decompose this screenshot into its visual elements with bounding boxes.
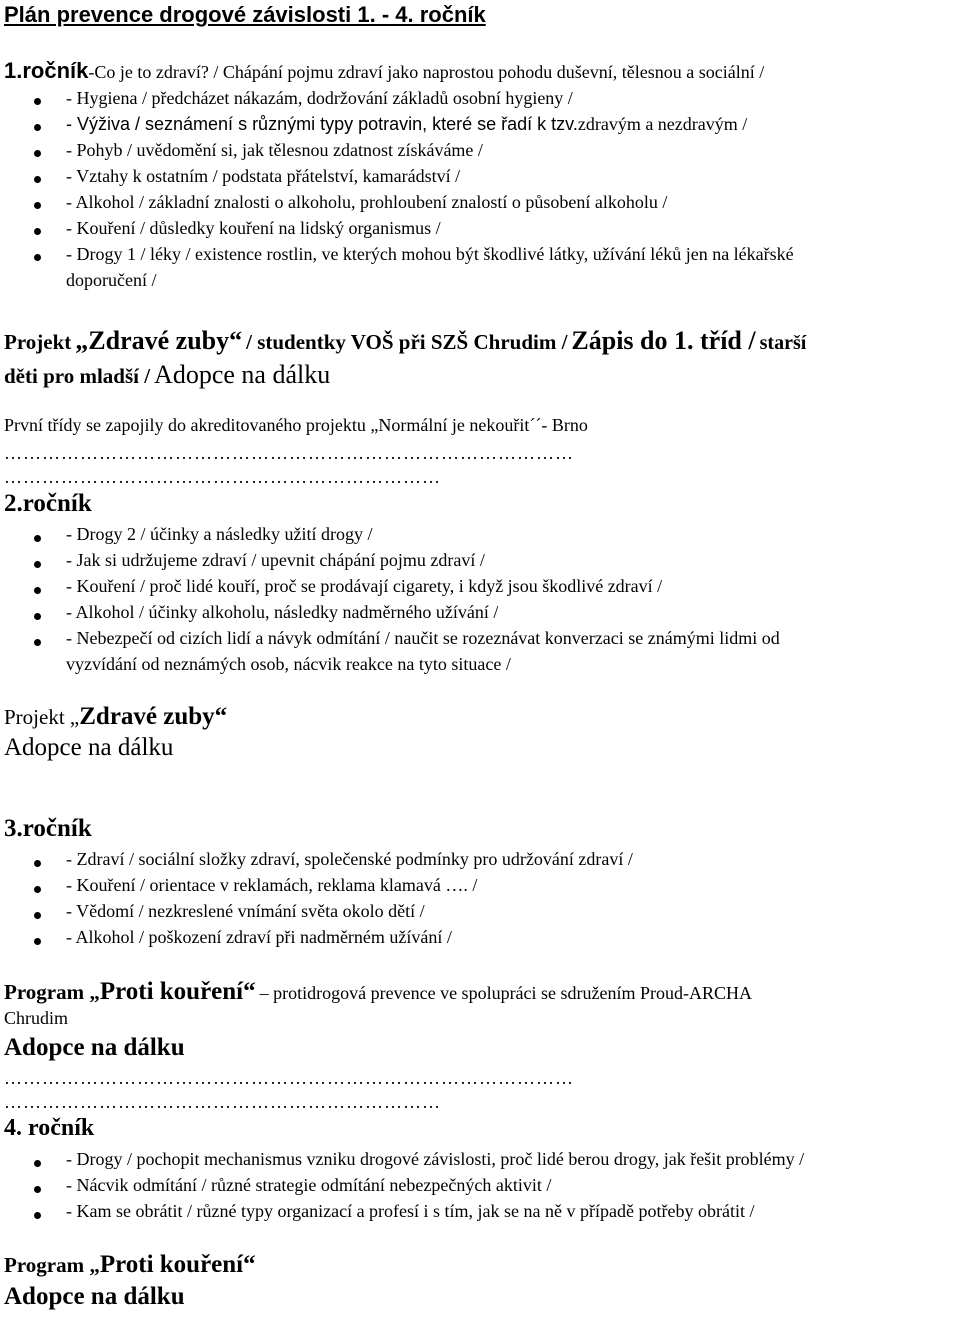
grade4-heading: 4. ročník bbox=[4, 1115, 95, 1141]
dotted-line: ……………………………………………………………………………… bbox=[4, 1068, 574, 1088]
list-item: - Drogy 2 / účinky a následky užití drogy / bbox=[66, 524, 373, 544]
list-item: - Alkohol / poškození zdraví při nadměrném užívání / bbox=[66, 927, 452, 947]
list-item: - Kouření / orientace v reklamách, reklama klamavá …. / bbox=[66, 875, 478, 895]
dotted-line: …………………………………………………………… bbox=[4, 467, 441, 487]
adoption-label: Adopce na dálku bbox=[154, 360, 331, 389]
project-text: děti pro mladší / bbox=[4, 364, 151, 388]
grade1-project-line1 bbox=[4, 326, 806, 356]
bullet bbox=[34, 228, 41, 235]
bullet bbox=[34, 150, 41, 157]
dotted-line: …………………………………………………………… bbox=[4, 1092, 441, 1112]
grade1-heading: 1.ročník bbox=[4, 58, 89, 83]
list-item-continuation: vyzvídání od neznámých osob, nácvik reakce na tyto situace / bbox=[66, 654, 511, 674]
project-name: „Zdravé zuby“ bbox=[75, 326, 243, 355]
project-partner: / studentky VOŠ při SZŠ Chrudim / bbox=[246, 330, 568, 354]
grade1-note: První třídy se zapojily do akreditovaného projektu „Normální je nekouřit´´- Brno bbox=[4, 415, 588, 435]
list-item: - Alkohol / účinky alkoholu, následky nadměrného užívání / bbox=[66, 602, 499, 622]
bullet bbox=[34, 886, 41, 893]
page-title: Plán prevence drogové závislosti 1. - 4. ročník bbox=[4, 2, 486, 27]
bullet bbox=[34, 561, 41, 568]
program-name: Proti kouření“ bbox=[99, 978, 256, 1005]
bullet bbox=[34, 176, 41, 183]
project-text: starší bbox=[759, 332, 807, 354]
grade2-project bbox=[4, 703, 227, 731]
list-item-continuation: doporučení / bbox=[66, 270, 157, 290]
grade1-intro: -Co je to zdraví? / Chápání pojmu zdraví jako naprostou pohodu duševní, tělesnou a sociální / bbox=[88, 62, 765, 82]
adoption-label: Adopce na dálku bbox=[4, 1283, 185, 1310]
bullet bbox=[34, 587, 41, 594]
adoption-label: Adopce na dálku bbox=[4, 734, 174, 761]
bullet bbox=[34, 124, 41, 131]
list-item: - Nácvik odmítání / různé strategie odmítání nebezpečných aktivit / bbox=[66, 1175, 552, 1195]
bullet bbox=[34, 1186, 41, 1193]
bullet bbox=[34, 938, 41, 945]
bullet bbox=[34, 98, 41, 105]
bullet bbox=[34, 912, 41, 919]
list-item: - Alkohol / základní znalosti o alkoholu, prohloubení znalostí o působení alkoholu / bbox=[66, 192, 668, 212]
program-description-continuation: Chrudim bbox=[4, 1008, 69, 1028]
grade2-heading: 2.ročník bbox=[4, 490, 92, 517]
grade1-section bbox=[4, 58, 764, 84]
list-item: - Nebezpečí od cizích lidí a návyk odmítání / naučit se rozeznávat konverzaci se známými lidmi od bbox=[66, 628, 780, 648]
list-item: - Kouření / důsledky kouření na lidský organismus / bbox=[66, 218, 441, 238]
bullet bbox=[34, 254, 41, 261]
program-label: Program „ bbox=[4, 1253, 100, 1277]
list-item-part: - Výživa / seznámení s různými typy potravin, které se řadí k tzv. bbox=[66, 114, 578, 134]
list-item: - Vědomí / nezkreslené vnímání světa okolo dětí / bbox=[66, 901, 425, 921]
program-description: – protidrogová prevence ve spolupráci se sdružením Proud-ARCHA bbox=[259, 983, 753, 1003]
project-label: Projekt bbox=[4, 330, 72, 354]
dotted-line: ……………………………………………………………………………… bbox=[4, 443, 574, 463]
list-item: - Jak si udržujeme zdraví / upevnit chápání pojmu zdraví / bbox=[66, 550, 485, 570]
list-item: - Kouření / proč lidé kouří, proč se prodávají cigarety, i když jsou škodlivé zdraví / bbox=[66, 576, 663, 596]
list-item-part: zdravým a nezdravým / bbox=[577, 114, 748, 134]
list-item: - Kam se obrátit / různé typy organizací a profesí i s tím, jak se na ně v případě potřeby obrátit / bbox=[66, 1201, 755, 1221]
program-name: Proti kouření“ bbox=[99, 1251, 256, 1278]
program-label: Program „ bbox=[4, 980, 100, 1004]
bullet bbox=[34, 613, 41, 620]
list-item: - Hygiena / předcházet nákazám, dodržování základů osobní hygieny / bbox=[66, 88, 573, 108]
enrollment-label: Zápis do 1. tříd / bbox=[571, 326, 756, 355]
list-item: - Vztahy k ostatním / podstata přátelství, kamarádství / bbox=[66, 166, 461, 186]
list-item: - Pohyb / uvědomění si, jak tělesnou zdatnost získáváme / bbox=[66, 140, 483, 160]
project-name: Zdravé zuby“ bbox=[79, 703, 228, 730]
list-item: - Zdraví / sociální složky zdraví, společenské podmínky pro udržování zdraví / bbox=[66, 849, 633, 869]
list-item bbox=[66, 114, 747, 135]
bullet bbox=[34, 535, 41, 542]
bullet bbox=[34, 202, 41, 209]
bullet bbox=[34, 1160, 41, 1167]
bullet bbox=[34, 1212, 41, 1219]
adoption-label: Adopce na dálku bbox=[4, 1034, 185, 1061]
project-label: Projekt „ bbox=[4, 705, 80, 729]
grade1-project-line2 bbox=[4, 360, 330, 390]
grade3-heading: 3.ročník bbox=[4, 815, 92, 842]
list-item: - Drogy 1 / léky / existence rostlin, ve kterých mohou být škodlivé látky, užívání léků jen na lékařské bbox=[66, 244, 794, 264]
grade4-program bbox=[4, 1251, 256, 1279]
list-item: - Drogy / pochopit mechanismus vzniku drogové závislosti, proč lidé berou drogy, jak řešit problémy / bbox=[66, 1149, 805, 1169]
bullet bbox=[34, 639, 41, 646]
bullet bbox=[34, 860, 41, 867]
grade3-program bbox=[4, 978, 752, 1006]
